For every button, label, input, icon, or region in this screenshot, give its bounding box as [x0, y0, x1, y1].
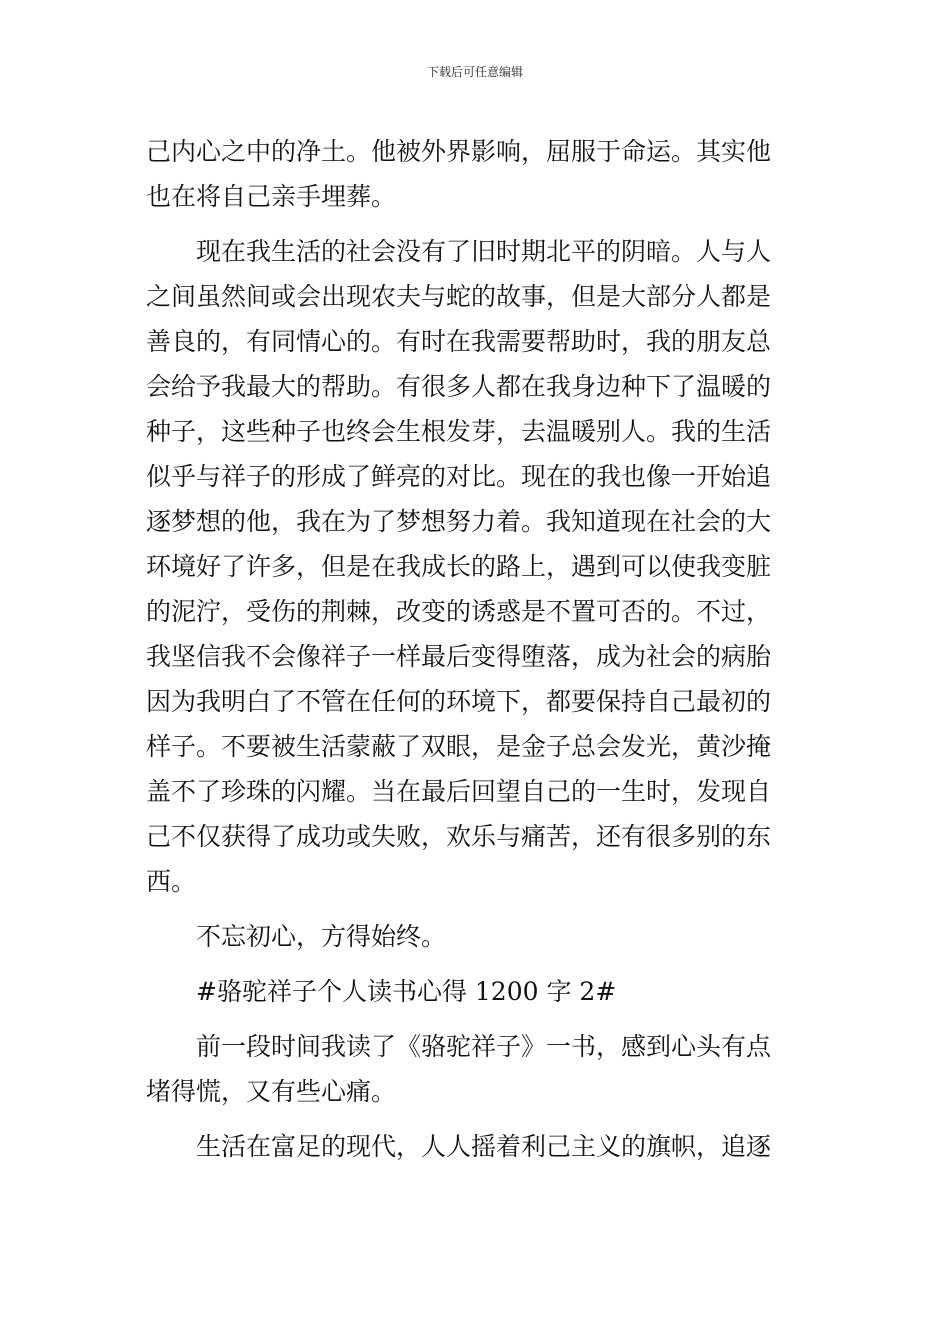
paragraph	[146, 914, 808, 959]
text-line: 种子，这些种子也终会生根发芽，去温暖别人。我的生活	[146, 417, 772, 446]
text-line: 己内心之中的净土。他被外界影响，屈服于命运。其实他	[146, 137, 772, 166]
text-line: 现在我生活的社会没有了旧时期北平的阴暗。人与人	[196, 237, 772, 266]
text-line: 盖不了珍珠的闪耀。当在最后回望自己的一生时，发现自	[146, 777, 772, 806]
document-body	[146, 129, 808, 1169]
text-line: 逐梦想的他，我在为了梦想努力着。我知道现在社会的大	[146, 507, 772, 536]
text-line: 西。	[146, 867, 197, 896]
text-line: 会给予我最大的帮助。有很多人都在我身边种下了温暖的	[146, 372, 772, 401]
text-line: 似乎与祥子的形成了鲜亮的对比。现在的我也像一开始追	[146, 462, 772, 491]
text-line: 样子。不要被生活蒙蔽了双眼，是金子总会发光，黄沙掩	[146, 732, 772, 761]
text-line: 的泥泞，受伤的荆棘，改变的诱惑是不置可否的。不过，	[146, 597, 772, 626]
text-line: 不忘初心，方得始终。	[196, 922, 447, 951]
text-line: 堵得慌，又有些心痛。	[146, 1077, 397, 1106]
paragraph	[146, 229, 808, 904]
paragraph	[146, 129, 808, 219]
text-line: 之间虽然间或会出现农夫与蛇的故事，但是大部分人都是	[146, 282, 772, 311]
text-line: 善良的，有同情心的。有时在我需要帮助时，我的朋友总	[146, 327, 772, 356]
text-line: 前一段时间我读了《骆驼祥子》一书，感到心头有点	[196, 1032, 772, 1061]
text-line: 因为我明白了不管在任何的环境下，都要保持自己最初的	[146, 687, 772, 716]
paragraph	[146, 1024, 808, 1114]
text-line: 己不仅获得了成功或失败，欢乐与痛苦，还有很多别的东	[146, 822, 772, 851]
section-heading	[146, 969, 808, 1014]
text-line: 环境好了许多，但是在我成长的路上，遇到可以使我变脏	[146, 552, 772, 581]
text-line: 生活在富足的现代，人人摇着利己主义的旗帜，追逐	[196, 1132, 772, 1161]
paragraph	[146, 1124, 808, 1169]
text-line: #骆驼祥子个人读书心得 1200 字 2#	[196, 977, 617, 1006]
text-line: 我坚信我不会像祥子一样最后变得堕落，成为社会的病胎	[146, 642, 772, 671]
page-header: 下载后可任意编辑	[426, 65, 523, 79]
text-line: 也在将自己亲手埋葬。	[146, 182, 397, 211]
